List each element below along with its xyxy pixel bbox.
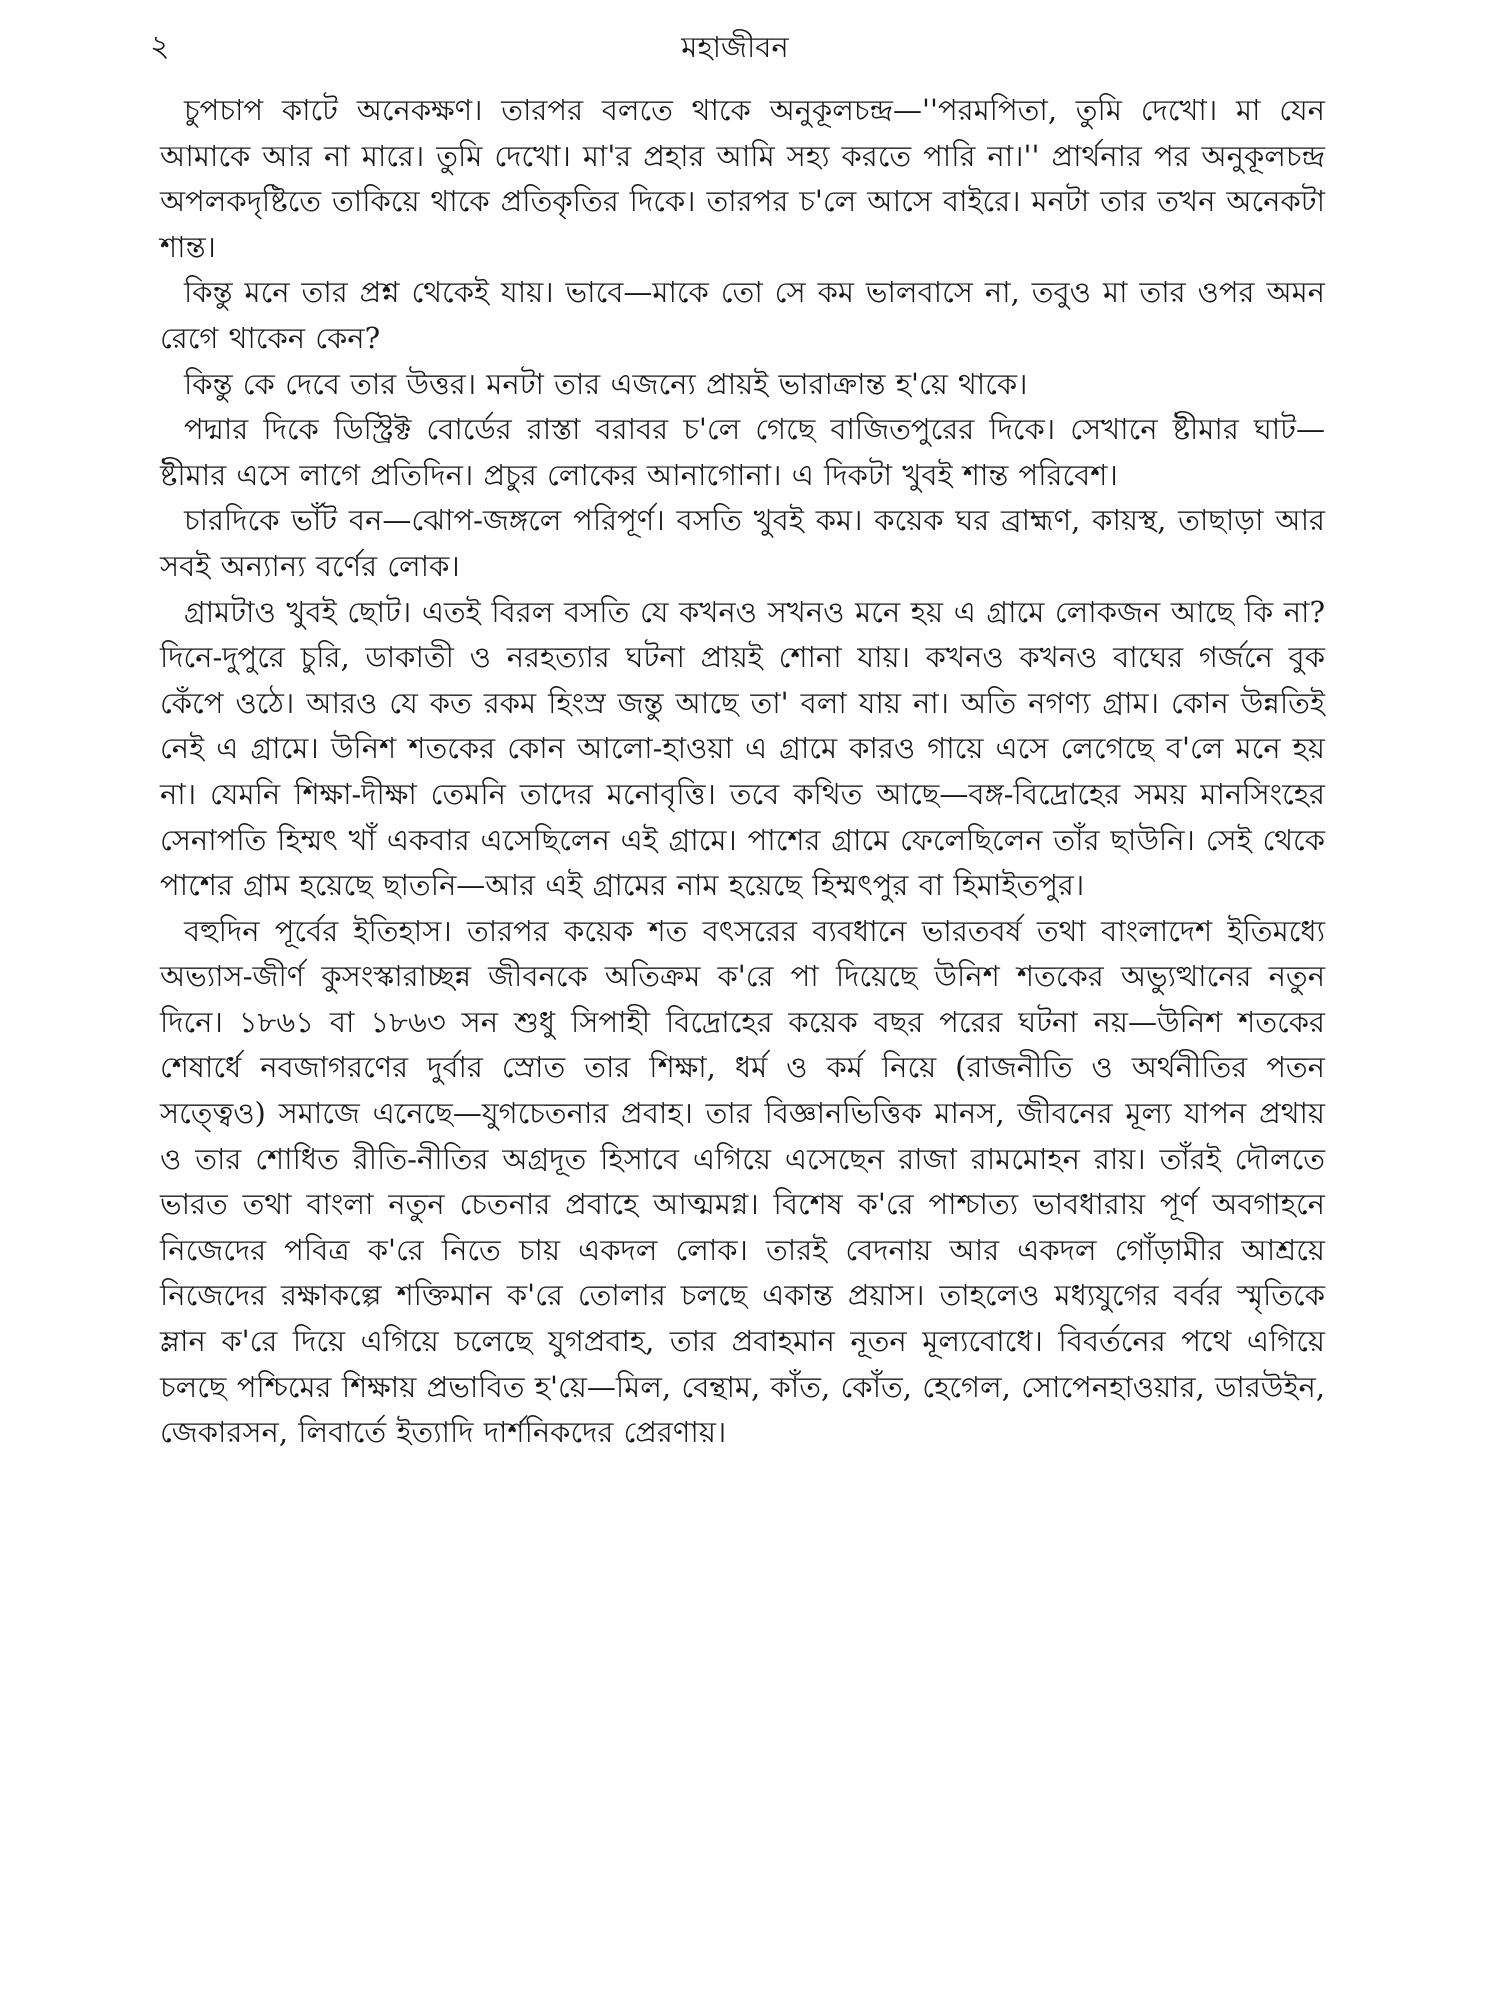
paragraph-6: গ্রামটাও খুবই ছোট। এতই বিরল বসতি যে কখনও সখনও মনে হয় এ গ্রামে লোকজন আছে কি না? দিনে-দুপুরে চুরি, ডাকাতী ও নরহত্যার ঘটনা প্রায়ই শোনা যায়। কখনও কখনও বাঘের গর্জনে বুক কেঁপে ওঠে। আরও যে কত রকম হিংস্র জন্তু আছে তা' বলা যায় না। অতি নগণ্য গ্রাম। কোন উন্নতিই নেই এ গ্রামে। উনিশ শতকের কোন আলো-হাওয়া এ গ্রামে কারও গায়ে এসে লেগেছে ব'লে মনে হয় না। যেমনি শিক্ষা-দীক্ষা তেমনি তাদের মনোবৃত্তি। তবে কথিত আছে—বঙ্গ-বিদ্রোহের সময় মানসিংহের সেনাপতি হিম্মৎ খাঁ একবার এসেছিলেন এই গ্রামে। পাশের গ্রামে ফেলেছিলেন তাঁর ছাউনি। সেই থেকে পাশের গ্রাম হয়েছে ছাতনি—আর এই গ্রামের নাম হয়েছে হিম্মৎপুর বা হিমাইতপুর। xyxy=(160,594,1325,903)
body-text xyxy=(160,88,1325,1456)
running-header xyxy=(150,22,1320,72)
book-title: মহাজীবন xyxy=(681,30,789,64)
paragraph-3: কিন্তু কে দেবে তার উত্তর। মনটা তার এজন্যে প্রায়ই ভারাক্রান্ত হ'য়ে থাকে। xyxy=(184,366,1028,401)
paragraph-7: বহুদিন পূর্বের ইতিহাস। তারপর কয়েক শত বৎসরের ব্যবধানে ভারতবর্ষ তথা বাংলাদেশ ইতিমধ্যে অভ্যাস-জীর্ণ কুসংস্কারাচ্ছন্ন জীবনকে অতিক্রম ক'রে পা দিয়েছে উনিশ শতকের অভ্যুত্থানের নতুন দিনে। ১৮৬১ বা ১৮৬৩ সন শুধু সিপাহী বিদ্রোহের কয়েক বছর পরের ঘটনা নয়—উনিশ শতকের শেষার্ধে নবজাগরণের দুর্বার স্রোত তার শিক্ষা, ধর্ম ও কর্ম নিয়ে (রাজনীতি ও অর্থনীতির পতন সত্ত্বেও) সমাজে এনেছে—যুগচেতনার প্রবাহ। তার বিজ্ঞানভিত্তিক মানস, জীবনের মূল্য যাপন প্রথায় ও তার শোধিত রীতি-নীতির অগ্রদূত হিসাবে এগিয়ে এসেছেন রাজা রামমোহন রায়। তাঁরই দৌলতে ভারত তথা বাংলা নতুন চেতনার প্রবাহে আত্মমগ্ন। বিশেষ ক'রে পাশ্চাত্য ভাবধারায় পূর্ণ অবগাহনে নিজেদের পবিত্র ক'রে নিতে চায় একদল লোক। তারই বেদনায় আর একদল গোঁড়ামীর আশ্রয়ে নিজেদের রক্ষাকল্পে শক্তিমান ক'রে তোলার চলছে একান্ত প্রয়াস। তাহলেও মধ্যযুগের বর্বর স্মৃতিকে ম্লান ক'রে দিয়ে এগিয়ে চলেছে যুগপ্রবাহ, তার প্রবাহমান নূতন মূল্যবোধে। বিবর্তনের পথে এগিয়ে চলছে পশ্চিমের শিক্ষায় প্রভাবিত হ'য়ে—মিল, বেন্থাম, কাঁত, কোঁত, হেগেল, সোপেনহাওয়ার, ডারউইন, জেকারসন, লিবার্তে ইত্যাদি দার্শনিকদের প্রেরণায়। xyxy=(160,913,1325,1450)
page-number: ২ xyxy=(150,29,170,64)
paragraph-1: চুপচাপ কাটে অনেকক্ষণ। তারপর বলতে থাকে অনুকূলচন্দ্র—''পরমপিতা, তুমি দেখো। মা যেন আমাকে আর না মারে। তুমি দেখো। মা'র প্রহার আমি সহ্য করতে পারি না।'' প্রার্থনার পর অনুকূলচন্দ্র অপলকদৃষ্টিতে তাকিয়ে থাকে প্রতিকৃতির দিকে। তারপর চ'লে আসে বাইরে। মনটা তার তখন অনেকটা শান্ত। xyxy=(160,93,1325,264)
paragraph-2: কিন্তু মনে তার প্রশ্ন থেকেই যায়। ভাবে—মাকে তো সে কম ভালবাসে না, তবুও মা তার ওপর অমন রেগে থাকেন কেন? xyxy=(160,275,1325,355)
paragraph-5: চারদিকে ভাঁট বন—ঝোপ-জঙ্গলে পরিপূর্ণ। বসতি খুবই কম। কয়েক ঘর ব্রাহ্মণ, কায়স্থ, তাছাড়া আর সবই অন্যান্য বর্ণের লোক। xyxy=(160,503,1325,583)
paragraph-4: পদ্মার দিকে ডিস্ট্রিক্ট বোর্ডের রাস্তা বরাবর চ'লে গেছে বাজিতপুরের দিকে। সেখানে ষ্টীমার ঘাট—ষ্টীমার এসে লাগে প্রতিদিন। প্রচুর লোকের আনাগোনা। এ দিকটা খুবই শান্ত পরিবেশ। xyxy=(160,412,1325,492)
